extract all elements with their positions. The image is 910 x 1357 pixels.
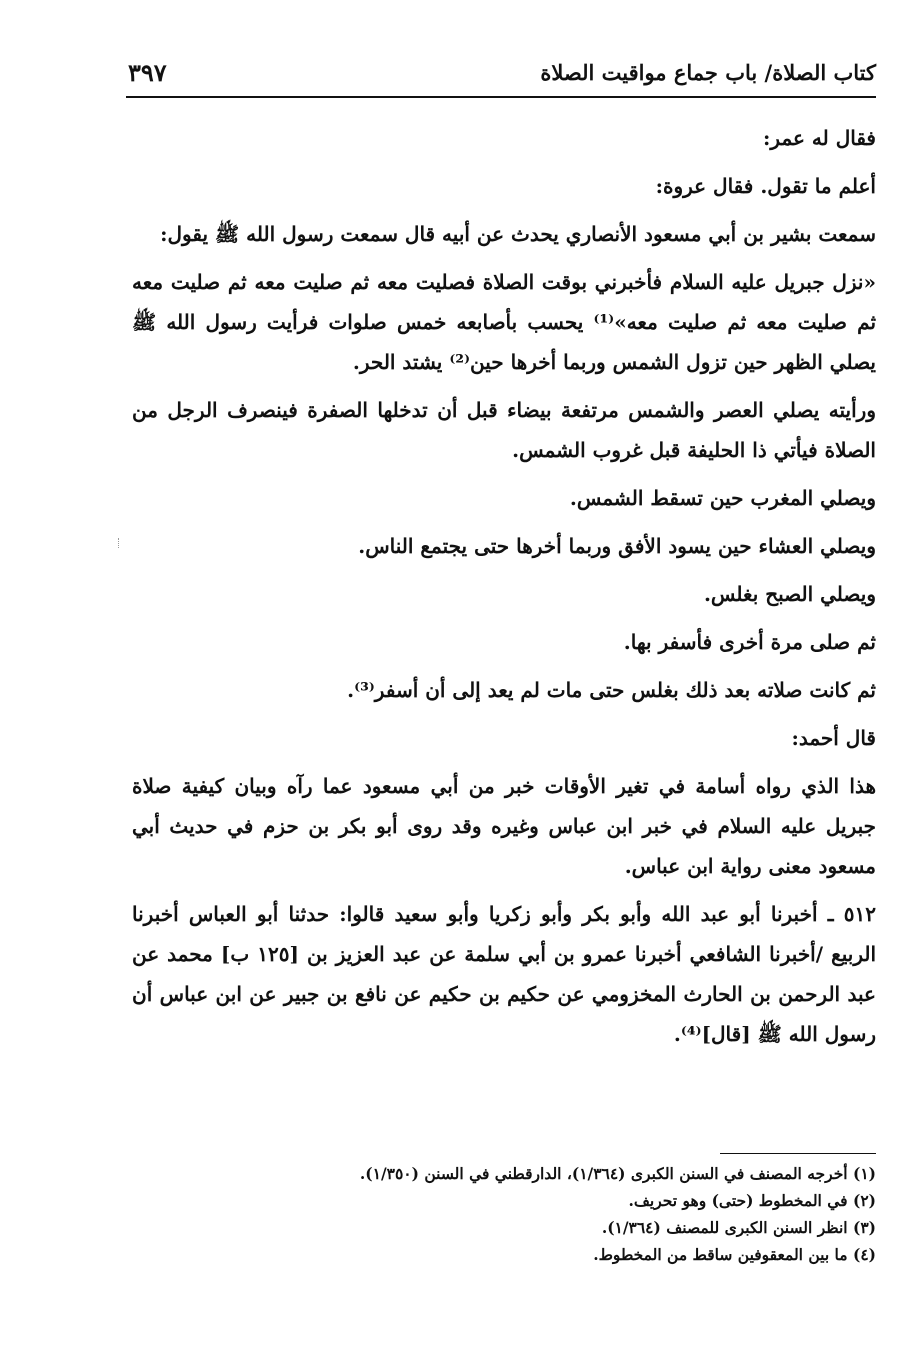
footnote: (٢) في المخطوط (حتى) وهو تحريف. <box>628 1191 876 1210</box>
text-line: ثم كانت صلاته بعد ذلك بغلس حتى مات لم يعد إلى أن أسفر⁽³⁾. <box>347 678 876 702</box>
hadith-number: ٥١٢ ـ <box>827 902 876 926</box>
main-text <box>132 118 876 1054</box>
footnote: (٤) ما بين المعقوفين ساقط من المخطوط. <box>593 1245 876 1264</box>
text-paragraph: سمعت بشير بن أبي مسعود الأنصاري يحدث عن أبيه قال سمعت رسول الله ﷺ يقول: <box>160 222 876 246</box>
text-paragraph: «نزل جبريل عليه السلام فأخبرني بوقت الصلاة فصليت معه ثم صليت معه ثم صليت معه ثم صليت معه ثم صليت معه»⁽¹⁾ يحسب بأصابعه خمس صلوات فرأيت رسول الله ﷺ يصلي الظهر حين تزول الشمس وربما أخرها حين⁽²⁾ يشتد الحر. <box>132 270 877 374</box>
text-line: قال أحمد: <box>791 726 876 750</box>
text-line: ويصلي العشاء حين يسود الأفق وربما أخرها حتى يجتمع الناس. <box>358 534 876 558</box>
text-line: ويصلي المغرب حين تسقط الشمس. <box>569 486 876 510</box>
hadith-paragraph <box>132 894 876 1054</box>
text-line: أعلم ما تقول. فقال عروة: <box>655 174 876 198</box>
scan-speck <box>118 538 122 548</box>
footnote-divider <box>720 1153 876 1154</box>
hadith-text: أخبرنا أبو عبد الله وأبو بكر وأبو زكريا وأبو سعيد قالوا: حدثنا أبو العباس أخبرنا الربيع /أخبرنا الشافعي أخبرنا عمرو بن أبي سلمة عن عبد العزيز بن [١٢٥ ب] محمد عن عبد الرحمن بن الحارث المخزومي عن حكيم بن حكيم عن نافع بن جبير عن ابن عباس أن رسول الله ﷺ [قال]⁽⁴⁾. <box>132 902 876 1046</box>
running-title: كتاب الصلاة/ باب جماع مواقيت الصلاة <box>540 60 876 85</box>
text-line: ويصلي الصبح بغلس. <box>703 582 876 606</box>
footnotes <box>132 1160 876 1268</box>
text-line: فقال له عمر: <box>763 126 876 150</box>
text-line: ثم صلى مرة أخرى فأسفر بها. <box>623 630 876 654</box>
text-paragraph: ورأيته يصلي العصر والشمس مرتفعة بيضاء قبل أن تدخلها الصفرة فينصرف الرجل من الصلاة فيأتي ذا الحليفة قبل غروب الشمس. <box>132 398 876 462</box>
text-paragraph: هذا الذي رواه أسامة في تغير الأوقات خبر من أبي مسعود عما رآه وبيان كيفية صلاة جبريل عليه السلام في خبر ابن عباس وغيره وقد روى أبو بكر بن حزم في حديث أبي مسعود معنى رواية ابن عباس. <box>132 774 876 878</box>
footnote: (١) أخرجه المصنف في السنن الكبرى (١/٣٦٤)، الدارقطني في السنن (١/٣٥٠). <box>359 1164 876 1183</box>
page-header <box>126 52 876 98</box>
page-number: ٣٩٧ <box>128 58 167 87</box>
footnote: (٣) انظر السنن الكبرى للمصنف (١/٣٦٤). <box>601 1218 876 1237</box>
